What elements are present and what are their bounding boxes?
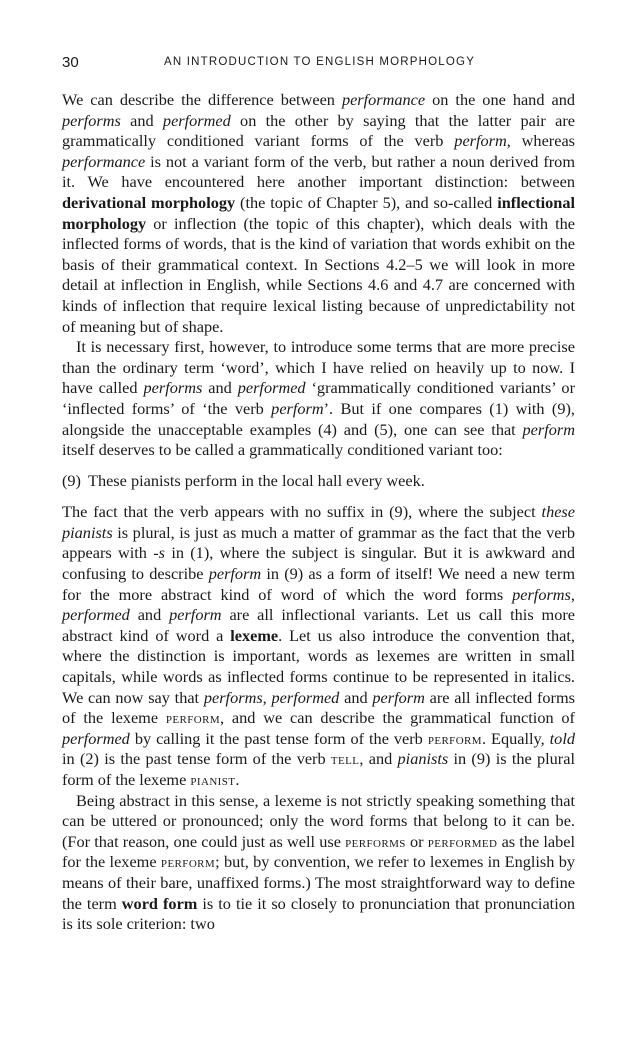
paragraph-3: The fact that the verb appears with no suffix in (9), where the subject these pianists is plural, is just as much a matter of grammar as the fact that the verb appears with -s in (1), where the subject is singular. But it is awkward and confusing to describe perform in (9) as a form of itself! We need a new term for the more abstract kind of word of which the word forms performs, performed and perform are all inflectional variants. Let us call this more abstract kind of word a lexeme. Let us also introduce the convention that, where the distinction is important, words as lexemes are written in small capitals, while words as inflected forms continue to be represented in italics. We can now say that performs, performed and perform are all inflected forms of the lexeme perform, and we can describe the grammatical function of performed by calling it the past tense form of the verb perform. Equally, told in (2) is the past tense form of the verb tell, and pianists in (9) is the plural form of the lexeme pianist. — [62, 502, 576, 789]
paragraph-2: It is necessary first, however, to introduce some terms that are more precise than the ordinary term ‘word’, which I have relied on heavily up to now. I have called performs and performed ‘grammatically conditioned variants’ or ‘inflected forms’ of ‘the verb perform’. But if one compares (1) with (9), alongside the unacceptable examples (4) and (5), one can see that perform itself deserves to be called a grammatically conditioned variant too: — [62, 337, 575, 460]
example-sentence: These pianists perform in the local hall every week. — [88, 470, 425, 490]
example-number: (9) — [62, 470, 81, 490]
page-number: 30 — [62, 54, 79, 71]
example-9 — [62, 471, 575, 492]
term-word-form: word form — [121, 893, 198, 913]
term-derivational-morphology: derivational morphology — [62, 192, 236, 212]
book-page — [62, 54, 575, 935]
running-head-title: AN INTRODUCTION TO ENGLISH MORPHOLOGY — [164, 56, 476, 68]
paragraph-4: Being abstract in this sense, a lexeme is not strictly speaking something that can be uttered or pronounced; only the word forms that belong to it can be. (For that reason, one could just as well use performs or performed as the label for the lexeme perform; but, by convention, we refer to lexemes in English by means of their bare, unaffixed forms.) The most straightforward way to define the term word form is to tie it so closely to pronunciation that pronunciation is its sole criterion: two — [62, 790, 576, 934]
paragraph-1: We can describe the difference between performance on the one hand and performs and performed on the other by saying that the latter pair are grammatically conditioned variant forms of the verb perform, whereas performance is not a variant form of the verb, but rather a noun derived from it. We have encountered here another important distinction: between derivational morphology (the topic of Chapter 5), and so-called inflectional morphology or inflection (the topic of this chapter), which deals with the inflected forms of words, that is the kind of variation that words exhibit on the basis of their grammatical context. In Sections 4.2–5 we will look in more detail at inflection in English, while Sections 4.6 and 4.7 are concerned with kinds of inflection that require lexical listing because of unpredictability not of meaning but of shape. — [62, 90, 576, 336]
body-text — [62, 90, 575, 935]
running-head — [62, 54, 575, 76]
term-inflectional-morphology: inflectional morphology — [62, 192, 575, 233]
term-lexeme: lexeme — [230, 625, 279, 645]
